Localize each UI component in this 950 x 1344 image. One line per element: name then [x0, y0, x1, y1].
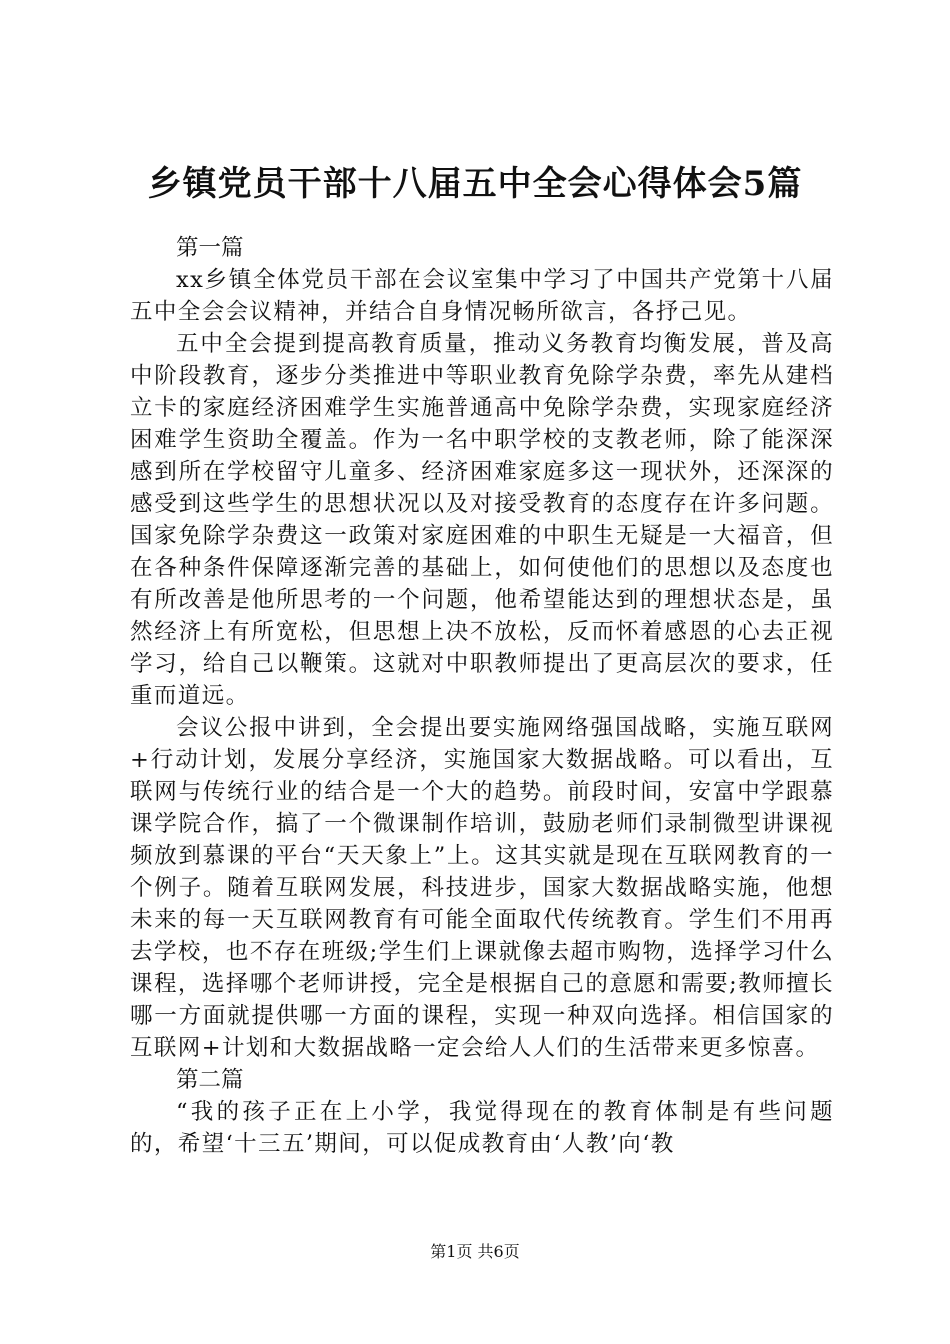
- page-footer: 第1页 共6页: [430, 1242, 520, 1261]
- section-heading-2: 第二篇: [176, 1067, 244, 1093]
- document-title: 乡镇党员干部十八届五中全会心得体会5篇: [147, 164, 803, 204]
- paragraph-4: “我的孩子正在上小学，我觉得现在的教育体制是有些问题的，希望‘十三五’期间，可以促成教育由‘人教’向‘教: [130, 1099, 834, 1157]
- paragraph-3: 会议公报中讲到，全会提出要实施网络强国战略，实施互联网+行动计划，发展分享经济，实施国家大数据战略。可以看出，互联网与传统行业的结合是一个大的趋势。前段时间，安富中学跟慕课学院合作，搞了一个微课制作培训，鼓励老师们录制微型讲课视频放到慕课的平台“天天象上”上。这其实就是现在互联网教育的一个例子。随着互联网发展，科技进步，国家大数据战略实施，他想未来的每一天互联网教育有可能全面取代传统教育。学生们不用再去学校，也不存在班级;学生们上课就像去超市购物，选择学习什么课程，选择哪个老师讲授，完全是根据自己的意愿和需要;教师擅长哪一方面就提供哪一方面的课程，实现一种双向选择。相信国家的互联网+计划和大数据战略一定会给人人们的生活带来更多惊喜。: [130, 715, 834, 1061]
- paragraph-1: xx乡镇全体党员干部在会议室集中学习了中国共产党第十八届五中全会会议精神，并结合自身情况畅所欲言，各抒己见。: [130, 267, 834, 325]
- paragraph-2: 五中全会提到提高教育质量，推动义务教育均衡发展，普及高中阶段教育，逐步分类推进中等职业教育免除学杂费，率先从建档立卡的家庭经济困难学生实施普通高中免除学杂费，实现家庭经济困难学生资助全覆盖。作为一名中职学校的支教老师，除了能深深感到所在学校留守儿童多、经济困难家庭多这一现状外，还深深的感受到这些学生的思想状况以及对接受教育的态度存在许多问题。国家免除学杂费这一政策对家庭困难的中职生无疑是一大福音，但在各种条件保障逐渐完善的基础上，如何使他们的思想以及态度也有所改善是他所思考的一个问题，他希望能达到的理想状态是，虽然经济上有所宽松，但思想上决不放松，反而怀着感恩的心去正视学习，给自己以鞭策。这就对中职教师提出了更高层次的要求，任重而道远。: [130, 331, 834, 709]
- section-heading-1: 第一篇: [176, 235, 244, 261]
- document-body: [130, 232, 834, 1160]
